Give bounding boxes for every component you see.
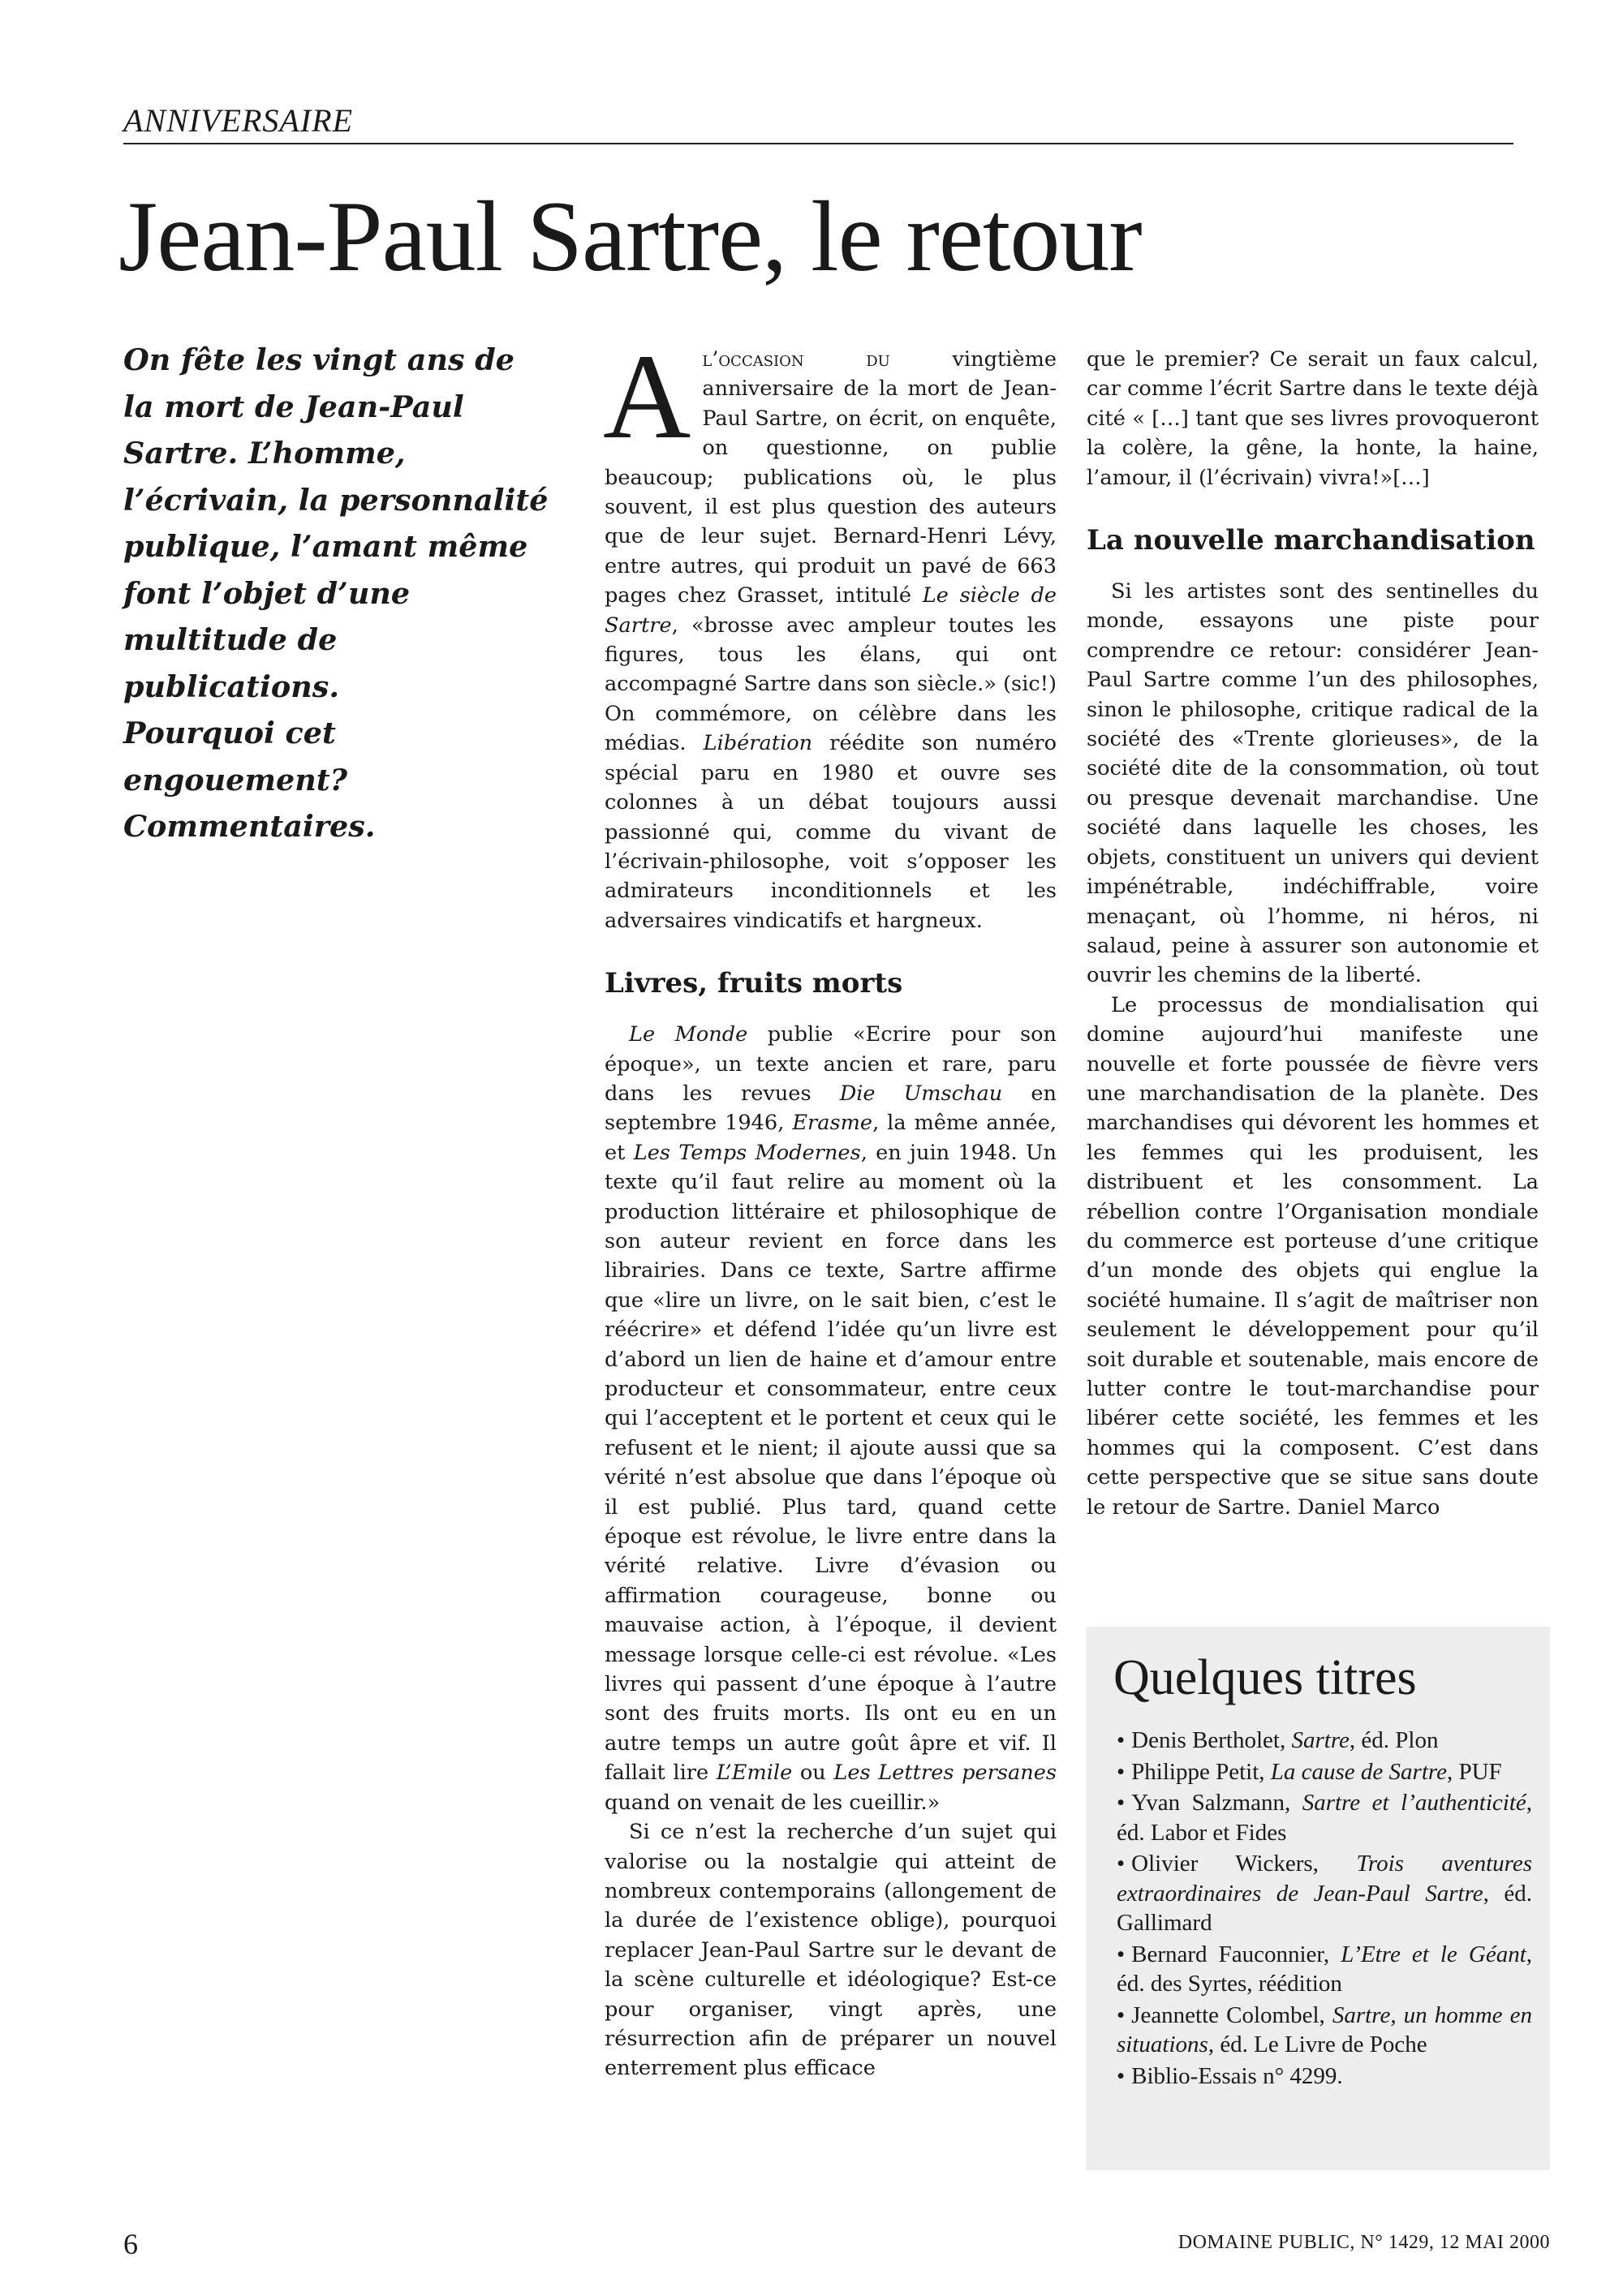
opening-words: l’occasion du	[702, 347, 890, 372]
page-number: 6	[123, 2228, 138, 2260]
subheading-marchandisation: La nouvelle marchandisation	[1087, 524, 1535, 557]
author-signature: Daniel Marco	[1298, 1494, 1440, 1520]
article-column-1	[603, 329, 1057, 2083]
paragraph-resurrection: Si ce n’est la recherche d’un sujet qui valorise ou la nostalgie qui atteint de nombreux contemporains (allongement de la durée de l’existence oblige), pourquoi replacer Jean-Paul Sartre sur le devant de la scène culturelle et idéologique? Est-ce pour organiser, vingt après, une résurrection afin de préparer un nouvel enterrement plus efficace	[605, 1820, 1057, 2081]
bullet-icon: •	[1117, 2062, 1126, 2089]
newspaper-title: Libération	[703, 731, 813, 756]
sidebar-list	[1117, 1726, 1532, 2092]
paragraph-continued: que le premier? Ce serait un faux calcul, car comme l’écrit Sartre dans le texte déjà cité « […] tant que ses livres provoqueront la colère, la gêne, la honte, la haine, l’amour, il (l’écrivain) vivra!»[…]	[1087, 347, 1539, 490]
list-item: • Denis Bertholet, Sartre, éd. Plon	[1117, 1727, 1439, 1753]
bullet-icon: •	[1117, 1727, 1126, 1753]
bullet-icon: •	[1117, 1851, 1126, 1877]
lead-text: On fête les vingt ans de la mort de Jean-Paul Sartre. L’homme, l’écrivain, la personnalité publique, l’amant même font l’objet d’une multitude de publications.	[123, 342, 549, 704]
subheading-livres: Livres, fruits morts	[605, 967, 903, 1000]
paragraph-le-monde: Le Monde publie «Ecrire pour son époque», un texte ancien et rare, paru dans les revues Die Umschau en septembre 1946, Erasme, la même année, et Les Temps Modernes, en juin 1948. Un texte qu’il faut relire au moment où la production littéraire et philosophique de son auteur revient en force dans les librairies. Dans ce texte, Sartre affirme que «lire un livre, on le sait bien, c’est le réécrire» et défend l’idée qu’un livre est d’abord un lien de haine et d’amour entre producteur et consommateur, entre ceux qui l’acceptent et le portent et ceux qui le refusent et le nient; il ajoute aussi que sa vérité n’est absolue que dans l’époque où il est publié. Plus tard, quand cette époque est révolue, le livre entre dans la vérité relative. Livre d’évasion ou affirmation courageuse, bonne ou mauvaise action, à l’époque, il devient message lorsque celle-ci est révolue. «Les livres qui passent d’une époque à l’autre sont des fruits morts. Ils ont eu en un autre temps un autre goût âpre et vif. Il fallait lire L’Emile ou Les Lettres persanes quand on venait de les cueillir.»	[605, 1022, 1057, 1815]
list-item: • Yvan Salzmann, Sartre et l’authenticité, éd. Labor et Fides	[1117, 1790, 1532, 1846]
sidebar-box	[1086, 1627, 1550, 2170]
list-item: • Philippe Petit, La cause de Sartre, PUF	[1117, 1758, 1502, 1785]
intro-paragraph: Al’occasion du vingtième anniversaire de la mort de Jean-Paul Sartre, on écrit, on enquête, on questionne, on publie beaucoup; publications où, le plus souvent, il est plus question des auteurs que de leur sujet. Bernard-Henri Lévy, entre autres, qui produit un pavé de 663 pages chez Grasset, intitulé Le siècle de Sartre, «brosse avec ampleur toutes les figures, tous les élans, qui ont accompagné Sartre dans son siècle.» (sic!) On commémore, on célèbre dans les médias. Libération réédite son numéro spécial paru en 1980 et ouvre ses colonnes à un débat toujours aussi passionné qui, comme du vivant de l’écrivain-philosophe, voit s’opposer les admirateurs inconditionnels et les adversaires vindicatifs et hargneux.	[603, 329, 1057, 933]
lead-question: Pourquoi cet engouement? Commentaires.	[123, 716, 376, 844]
drop-cap: A	[603, 329, 691, 464]
article-column-2	[1087, 345, 1539, 1522]
bullet-icon: •	[1117, 1790, 1126, 1816]
article-lead	[123, 337, 553, 850]
book-title: Le siècle de Sartre	[605, 583, 1057, 638]
paragraph-mondialisation: Le processus de mondialisation qui domine aujourd’hui manifeste une nouvelle et forte poussée de fièvre vers une marchandisation de la planète. Des marchandises qui dévorent les hommes et les femmes qui les produisent, les distribuent et les consomment. La rébellion contre l’Organisation mondiale du commerce est porteuse d’une critique d’un monde des objets qui englue la société humaine. Il s’agit de maîtriser non seulement le développement pour qu’il soit durable et soutenable, mais encore de lutter contre le tout-marchandise pour libérer cette société, les femmes et les hommes qui la composent. C’est dans cette perspective que se situe sans doute le retour de Sartre. Daniel Marco	[1087, 992, 1539, 1520]
list-item: • Jeannette Colombel, Sartre, un homme en situations, éd. Le Livre de Poche	[1117, 2001, 1532, 2057]
sidebar-title: Quelques titres	[1113, 1650, 1417, 1705]
list-item: • Olivier Wickers, Trois aventures extraordinaires de Jean-Paul Sartre, éd. Gallimard	[1117, 1851, 1532, 1936]
list-item: • Biblio-Essais n° 4299.	[1117, 2062, 1343, 2089]
list-item: • Bernard Fauconnier, L’Etre et le Géant, éd. des Syrtes, réédition	[1117, 1941, 1532, 1997]
bullet-icon: •	[1117, 1941, 1126, 1967]
bullet-icon: •	[1117, 2001, 1126, 2028]
section-rubric: ANNIVERSAIRE	[123, 102, 1513, 144]
bullet-icon: •	[1117, 1758, 1126, 1785]
article-title: Jean-Paul Sartre, le retour	[118, 181, 1142, 292]
running-footer: DOMAINE PUBLIC, N° 1429, 12 MAI 2000	[1177, 2232, 1550, 2253]
paragraph-sentinelles: Si les artistes sont des sentinelles du monde, essayons une piste pour comprendre ce retour: considérer Jean-Paul Sartre comme l’un des philosophes, sinon le philosophe, critique radical de la société des «Trente glorieuses», de la société dite de la consommation, où tout ou presque devenait marchandise. Une société dans laquelle les choses, les objets, constituent un univers qui devient impénétrable, indéchiffrable, voire menaçant, où l’homme, ni héros, ni salaud, peine à assurer son autonomie et ouvrir les chemins de la liberté.	[1087, 579, 1539, 988]
